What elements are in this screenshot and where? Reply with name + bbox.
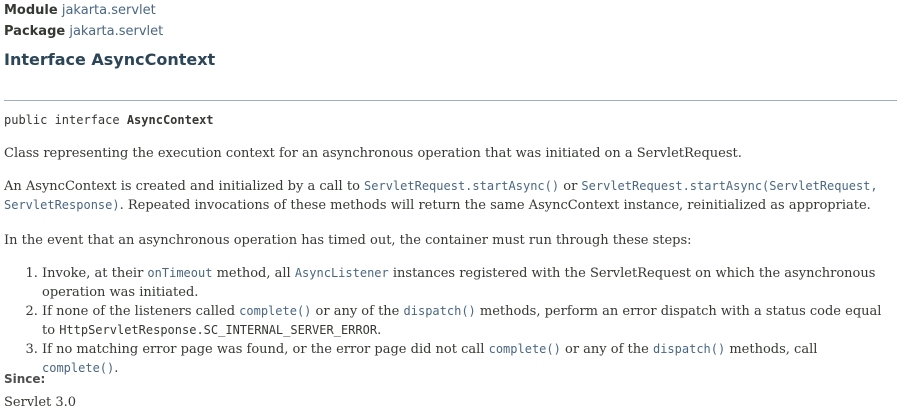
module-link[interactable]: jakarta.servlet: [61, 3, 156, 18]
ontimeout-link[interactable]: onTimeout: [147, 266, 213, 280]
step-text: Invoke, at their: [42, 266, 148, 281]
p2-text-2: or: [559, 179, 582, 194]
description-paragraph-3: In the event that an asynchronous operation has timed out, the container must run through these steps:: [4, 233, 692, 248]
list-item: [42, 264, 887, 302]
package-label: Package: [4, 24, 66, 39]
list-item: [42, 340, 887, 378]
asynclistener-link[interactable]: AsyncListener: [294, 266, 389, 280]
header-divider: [4, 100, 897, 101]
startasync-link[interactable]: ServletRequest.startAsync(): [364, 179, 560, 193]
step-text: If none of the listeners called: [42, 304, 240, 319]
module-line: [4, 2, 156, 20]
step-text: instances registered with the ServletRequest on which the asynchronous operation was initiated.: [42, 266, 876, 300]
p2-text-1: An AsyncContext is created and initialized by a call to: [4, 179, 365, 194]
dispatch-link[interactable]: dispatch(): [652, 342, 726, 356]
complete-link[interactable]: complete(): [488, 342, 561, 356]
package-link[interactable]: jakarta.servlet: [69, 24, 164, 39]
description-paragraph-1: Class representing the execution context for an asynchronous operation that was initiated on a ServletRequest.: [4, 146, 742, 161]
step-text: methods, perform an error dispatch with a status code equal to: [42, 304, 882, 338]
timeout-steps-list: [4, 264, 887, 378]
signature-modifiers: public interface: [4, 113, 127, 127]
page-title: Interface AsyncContext: [4, 50, 216, 69]
status-code-constant: HttpServletResponse.SC_INTERNAL_SERVER_ERROR: [59, 323, 378, 337]
step-text: .: [377, 323, 382, 338]
list-item: [42, 302, 887, 340]
step-text: If no matching error page was found, or the error page did not call: [42, 342, 489, 357]
description-paragraph-2: [4, 177, 887, 215]
step-text: or any of the: [560, 342, 653, 357]
step-text: .: [114, 361, 119, 376]
module-label: Module: [4, 3, 58, 18]
signature-type-name: AsyncContext: [126, 113, 214, 127]
complete-link[interactable]: complete(): [239, 304, 312, 318]
package-line: [4, 23, 163, 41]
since-value: Servlet 3.0: [4, 395, 77, 410]
startasync-with-args-link[interactable]: ServletRequest.startAsync(ServletRequest, ServletResponse): [4, 179, 878, 212]
step-text: or any of the: [311, 304, 404, 319]
since-label: Since:: [4, 372, 46, 386]
complete-link[interactable]: complete(): [42, 361, 115, 375]
dispatch-link[interactable]: dispatch(): [403, 304, 476, 318]
step-text: method, all: [212, 266, 295, 281]
p2-text-3: . Repeated invocations of these methods will return the same AsyncContext instance, reinitialized as appropriate.: [119, 198, 871, 213]
step-text: methods, call: [725, 342, 818, 357]
type-signature: [4, 111, 214, 129]
